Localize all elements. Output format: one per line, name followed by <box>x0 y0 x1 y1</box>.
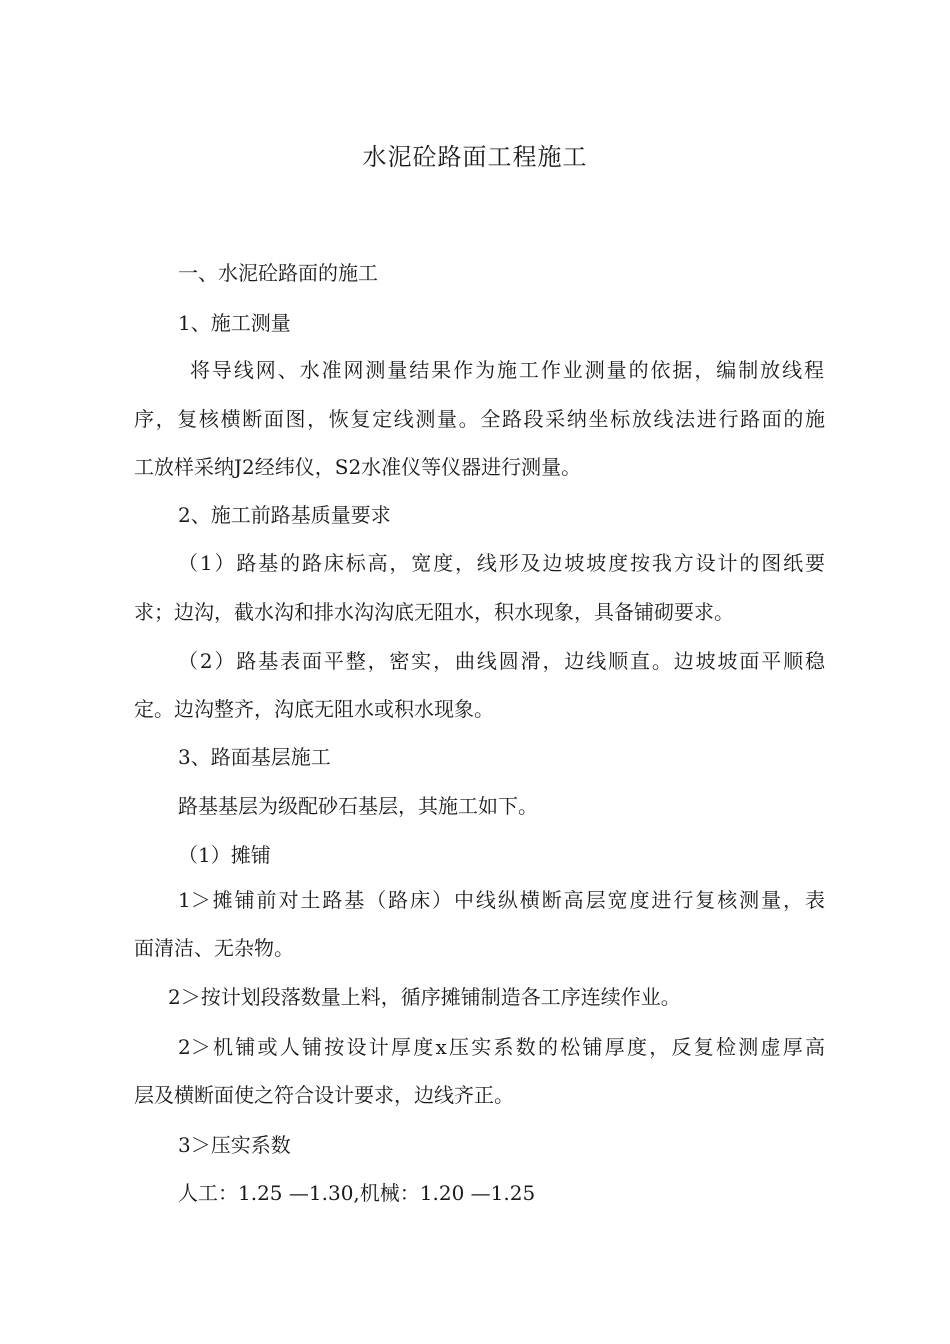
paragraph-line: 人工：1.25 —1.30,机械：1.20 —1.25 <box>178 1181 536 1205</box>
paragraph-line: 层及横断面使之符合设计要求，边线齐正。 <box>134 1083 514 1107</box>
paragraph-line: 2＞机铺或人铺按设计厚度x压实系数的松铺厚度，反复检测虚厚高 <box>178 1035 825 1059</box>
paragraph-line: 求；边沟，截水沟和排水沟沟底无阻水，积水现象，具备铺砌要求。 <box>134 600 734 624</box>
item-heading: （1）摊铺 <box>178 843 271 867</box>
paragraph-line: （2）路基表面平整，密实，曲线圆滑，边线顺直。边坡坡面平顺稳 <box>178 649 825 673</box>
section-heading: 一、水泥砼路面的施工 <box>178 261 378 285</box>
subsection-heading: 2、施工前路基质量要求 <box>178 503 391 527</box>
paragraph-line: 面清洁、无杂物。 <box>134 936 294 960</box>
paragraph-line: 定。边沟整齐，沟底无阻水或积水现象。 <box>134 697 494 721</box>
subsection-heading: 1、施工测量 <box>178 311 291 335</box>
paragraph-line: 序，复核横断面图，恢复定线测量。全路段采纳坐标放线法进行路面的施 <box>134 407 825 431</box>
subsection-heading: 3、路面基层施工 <box>178 745 331 769</box>
paragraph-line: 工放样采纳J2经纬仪，S2水准仪等仪器进行测量。 <box>134 455 582 479</box>
paragraph-line: 路基基层为级配砂石基层，其施工如下。 <box>178 794 538 818</box>
paragraph-line: 2＞按计划段落数量上料，循序摊铺制造各工序连续作业。 <box>168 985 681 1009</box>
document-title: 水泥砼路面工程施工 <box>362 143 588 171</box>
paragraph-line: 1＞摊铺前对土路基（路床）中线纵横断高层宽度进行复核测量，表 <box>178 888 825 912</box>
item-heading: 3＞压实系数 <box>178 1133 291 1157</box>
paragraph-line: （1）路基的路床标高，宽度，线形及边坡坡度按我方设计的图纸要 <box>178 551 825 575</box>
paragraph-line: 将导线网、水准网测量结果作为施工作业测量的依据，编制放线程 <box>190 358 824 382</box>
